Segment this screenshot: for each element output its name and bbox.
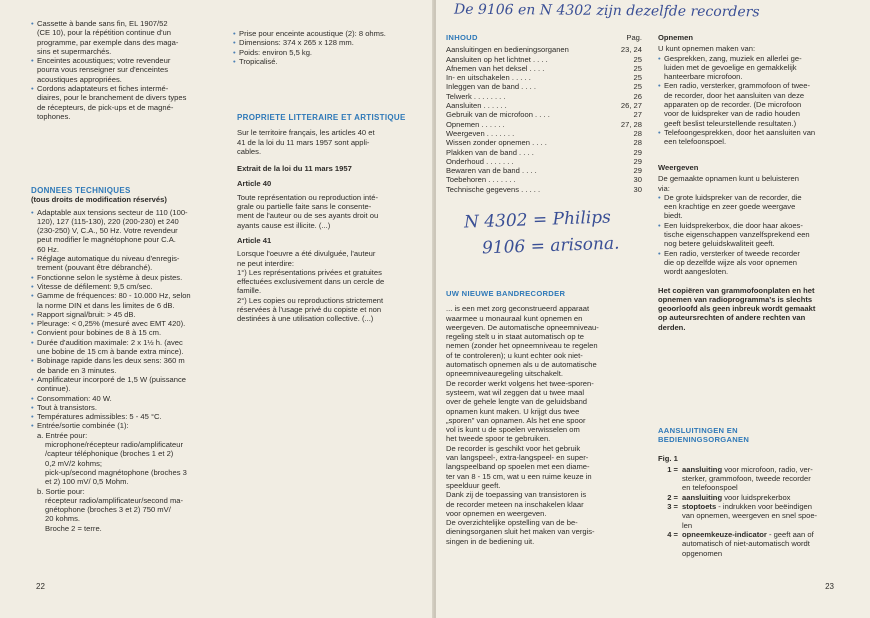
uw-text: ... is een met zorg geconstrueerd apparaat waarmee u monauraal kunt opnemen en weergeven. De automatische opneemniveau- regeling stelt u in staat automatisch op te nemen (zonder het opneemniveau te regelen of te controleren); u kunt echter ook niet- automatisch opnemen als u de automatische opneemniveauregeling uitschakelt. De recorder werkt volgens het twee-sporen- systeem, wat wil zeggen dat u twee maal over de gehele lengte van de geluidsband opnamen kunt maken. U krijgt dus twee „sporen" van opnamen. Als het ene spoor vol is kunt u de spoelen verwisselen om het tweede spoor te gebruiken. De recorder is geschikt voor het gebruik van langspeel-, extra-langspeel- en super- langspeelband op spoelen met een diame- ter van 8 - 15 cm, wat u een ruime keuze in speelduur geeft. Dank zij de toepassing van transistoren is de recorder meteen na inschakelen klaar voor opnemen en weergeven. De overzichtelijke opstelling van de be- dieningsorganen sluit het maken van vergis- singen in de bediening uit. <box>446 304 599 546</box>
tech-item: • Durée d'audition maximale: 2 x 1½ h. (avec une bobine de 15 cm à bande extra mince). <box>31 338 221 357</box>
spec-list-2 <box>233 29 413 66</box>
weergeven-section <box>658 163 858 332</box>
weergeven-intro: De gemaakte opnamen kunt u beluisteren via: <box>658 174 799 193</box>
tech-item: • Rapport signal/bruit: > 45 dB. <box>31 310 221 319</box>
tech-list <box>31 208 221 431</box>
accessory-item: • Cordons adaptateurs et fiches intermé- diaires, pour le branchement de divers types de récepteurs, de pick-ups et de magné- tophones. <box>31 84 213 121</box>
left-column-2 <box>233 29 413 66</box>
toc-row: Aansluiten . . . . . . 26, 27 <box>446 101 642 111</box>
opnemen-list <box>658 54 858 147</box>
toc-header <box>446 33 642 42</box>
toc-row: Technische gegevens . . . . . 30 <box>446 184 642 194</box>
handwritten-note-top: De 9106 en N 4302 zijn dezelfde recorders <box>453 1 760 21</box>
aansl-title-2: BEDIENINGSORGANEN <box>658 435 750 445</box>
opnemen-item: • Een radio, versterker, grammofoon of twee- de recorder, door het aansluiten van deze apparaten op de recorder. (De microfoon voor de luidspreker van de radio houden geeft beslist teleurstellende resultaten.) <box>658 81 858 127</box>
tech-item: • Températures admissibles: 5 - 45 °C. <box>31 412 221 421</box>
opnemen-item: • Gesprekken, zang, muziek en allerlei ge- luiden met de gevoelige en gemakkelijk hanteerbare microfoon. <box>658 54 858 82</box>
toc-rows <box>446 45 642 194</box>
weergeven-list <box>658 193 858 277</box>
accessory-item: • Enceintes acoustiques; votre revendeur pourra vous renseigner sur d'enceintes acoustiques appropriées. <box>31 56 213 84</box>
opnemen-intro: U kunt opnemen maken van: <box>658 44 756 54</box>
loi-title: Extrait de la loi du 11 mars 1957 <box>237 164 352 174</box>
tech-item: • Entrée/sortie combinée (1): <box>31 421 221 430</box>
toc-row: Aansluiten op het lichtnet . . . . 25 <box>446 54 642 64</box>
tech-item: • Amplificateur incorporé de 1,5 W (puissance continue). <box>31 375 221 394</box>
article-41-text: Lorsque l'oeuvre a été divulguée, l'auteur ne peut interdire: 1°) Les représentations privées et gratuites effectuées exclusivement dans un cercle de famille. 2°) Les copies ou reproductions strictement réservées à l'usage privé du copiste et non destinées à une utilisation collective. (...) <box>237 249 385 324</box>
page-number-left: 22 <box>36 582 45 591</box>
tech-item: • Vitesse de défilement: 9,5 cm/sec. <box>31 282 221 291</box>
aansluitingen-section <box>658 426 858 558</box>
accessory-list <box>31 19 213 121</box>
weergeven-item: • De grote luidspreker van de recorder, die een krachtige en zeer goede weergave biedt. <box>658 193 858 221</box>
opnemen-section <box>658 33 858 147</box>
fig-item: 1 = aansluiting voor microfoon, radio, ver- sterker, grammofoon, tweede recorder en telefoonspoel <box>667 464 813 493</box>
fig-label: Fig. 1 <box>658 453 678 463</box>
io-output: b. Sortie pour: récepteur radio/amplificateur/second ma- gnétophone (broches 3 et 2) 750 mV/ 20 kohms. Broche 2 = terre. <box>37 486 184 533</box>
left-page <box>0 0 434 618</box>
tech-item: • Gamme de fréquences: 80 - 10.000 Hz, selon la norme DIN et dans les limites de 6 dB. <box>31 291 221 310</box>
tech-item: • Adaptable aux tensions secteur de 110 (100- 120), 127 (115-130), 220 (200-230) et 240 (230-250) V, C.A., 50 Hz. Votre revendeur peut modifier le magnétophone pour C.A. 60 Hz. <box>31 208 221 254</box>
article-41-title: Article 41 <box>237 235 272 245</box>
toc-row: Wissen zonder opnemen . . . . 28 <box>446 138 642 148</box>
copy-note: Het copiëren van grammofoonplaten en het opnemen van radioprogramma's is slechts geoorloofd als geen inbreuk wordt gemaakt op auteursrechten of andere rechten van derden. <box>658 285 816 332</box>
tech-item: • Tout à transistors. <box>31 403 221 412</box>
opnemen-title: Opnemen <box>658 33 694 42</box>
tech-specs <box>31 186 221 533</box>
tech-item: • Consommation: 40 W. <box>31 394 221 403</box>
toc <box>446 33 642 194</box>
spec-item: • Prise pour enceinte acoustique (2): 8 ohms. <box>233 29 413 38</box>
prop-title: PROPRIETE LITTERAIRE ET ARTISTIQUE <box>237 113 406 122</box>
fig-item: 2 = aansluiting voor luidsprekerbox <box>667 492 791 502</box>
tech-item: • Pleurage: < 0,25% (mesuré avec EMT 420). <box>31 319 221 328</box>
aansl-title-1: AANSLUITINGEN EN <box>658 426 738 435</box>
toc-row: Bewaren van de band . . . . 29 <box>446 166 642 176</box>
toc-title: INHOUD <box>446 33 478 42</box>
uw-nieuwe-bandrecorder <box>446 289 642 546</box>
article-40-text: Toute représentation ou reproduction inté- grale ou partielle faite sans le consente- ment de l'auteur ou de ses ayants droit ou ayants cause est illicite. (...) <box>237 192 379 230</box>
copyright-section <box>237 113 417 324</box>
tech-subtitle: (tous droits de modification réservés) <box>31 195 167 205</box>
left-column-1 <box>31 19 213 121</box>
toc-row: Afnemen van het deksel . . . . 25 <box>446 63 642 73</box>
toc-row: In- en uitschakelen . . . . . 25 <box>446 73 642 83</box>
toc-row: Opnemen . . . . . . 27, 28 <box>446 119 642 129</box>
io-sublist <box>31 431 221 533</box>
uw-title: UW NIEUWE BANDRECORDER <box>446 289 566 298</box>
spec-item: • Dimensions: 374 x 265 x 128 mm. <box>233 38 413 47</box>
article-40-title: Article 40 <box>237 179 272 189</box>
weergeven-title: Weergeven <box>658 163 699 172</box>
tech-item: • Réglage automatique du niveau d'enregis- trement (pouvant être débranché). <box>31 254 221 273</box>
weergeven-item: • Een radio, versterker of tweede recorder die op dezelfde wijze als voor opnemen wordt aangesloten. <box>658 249 858 277</box>
handwritten-note-philips: N 4302 = Philips <box>463 207 612 233</box>
prop-text: Sur le territoire français, les articles 40 et 41 de la loi du 11 mars 1957 sont appli- cables. <box>237 128 375 156</box>
tech-title: DONNEES TECHNIQUES <box>31 186 131 195</box>
io-input: a. Entrée pour: microphone/récepteur radio/amplificateur /capteur téléphonique (broches 1 et 2) 0,2 mV/2 kohms; pick-up/second magnétophone (broches 3 et 2) 100 mV/ 0,5 Mohm. <box>37 430 187 487</box>
toc-row: Toebehoren . . . . . . . 30 <box>446 175 642 185</box>
fig-item: 3 = stoptoets - indrukken voor beëindigen van opnemen, weergeven en snel spoe- len <box>667 502 818 530</box>
toc-pag-label: Pag. <box>626 33 642 42</box>
handwritten-note-arisona: 9106 = arisona. <box>481 233 620 259</box>
spec-item: • Poids: environ 5,5 kg. <box>233 48 413 57</box>
right-page <box>436 0 870 618</box>
toc-row: Onderhoud . . . . . . . 29 <box>446 156 642 166</box>
toc-row: Plakken van de band . . . . 29 <box>446 147 642 157</box>
spec-item: • Tropicalisé. <box>233 57 413 66</box>
tech-item: • Fonctionne selon le système à deux pistes. <box>31 273 221 282</box>
toc-row: Gebruik van de microfoon . . . . 27 <box>446 110 642 120</box>
opnemen-item: • Telefoongesprekken, door het aansluiten van een telefoonspoel. <box>658 128 858 147</box>
tech-item: • Bobinage rapide dans les deux sens: 360 m de bande en 3 minutes. <box>31 356 221 375</box>
toc-row: Weergeven . . . . . . . 28 <box>446 128 642 138</box>
page-number-right: 23 <box>825 582 834 591</box>
toc-row: Inleggen van de band . . . . 25 <box>446 82 642 92</box>
accessory-item: • Cassette à bande sans fin, EL 1907/52 (CE 10), pour la répétition continue d'un programme, par exemple dans des maga- sins et supermarchés. <box>31 19 213 56</box>
toc-row: Telwerk . . . . . . . . 26 <box>446 91 642 101</box>
fig-item: 4 = opneemkeuze-indicator - geeft aan of automatisch of niet-automatisch wordt opgenomen <box>667 529 814 558</box>
toc-row: Aansluitingen en bedieningsorganen 23, 24 <box>446 45 642 55</box>
tech-item: • Convient pour bobines de 8 à 15 cm. <box>31 328 221 337</box>
weergeven-item: • Een luidsprekerbox, die door haar akoes- tische eigenschappen vanzelfsprekend een nog betere geluidskwaliteit geeft. <box>658 221 858 249</box>
